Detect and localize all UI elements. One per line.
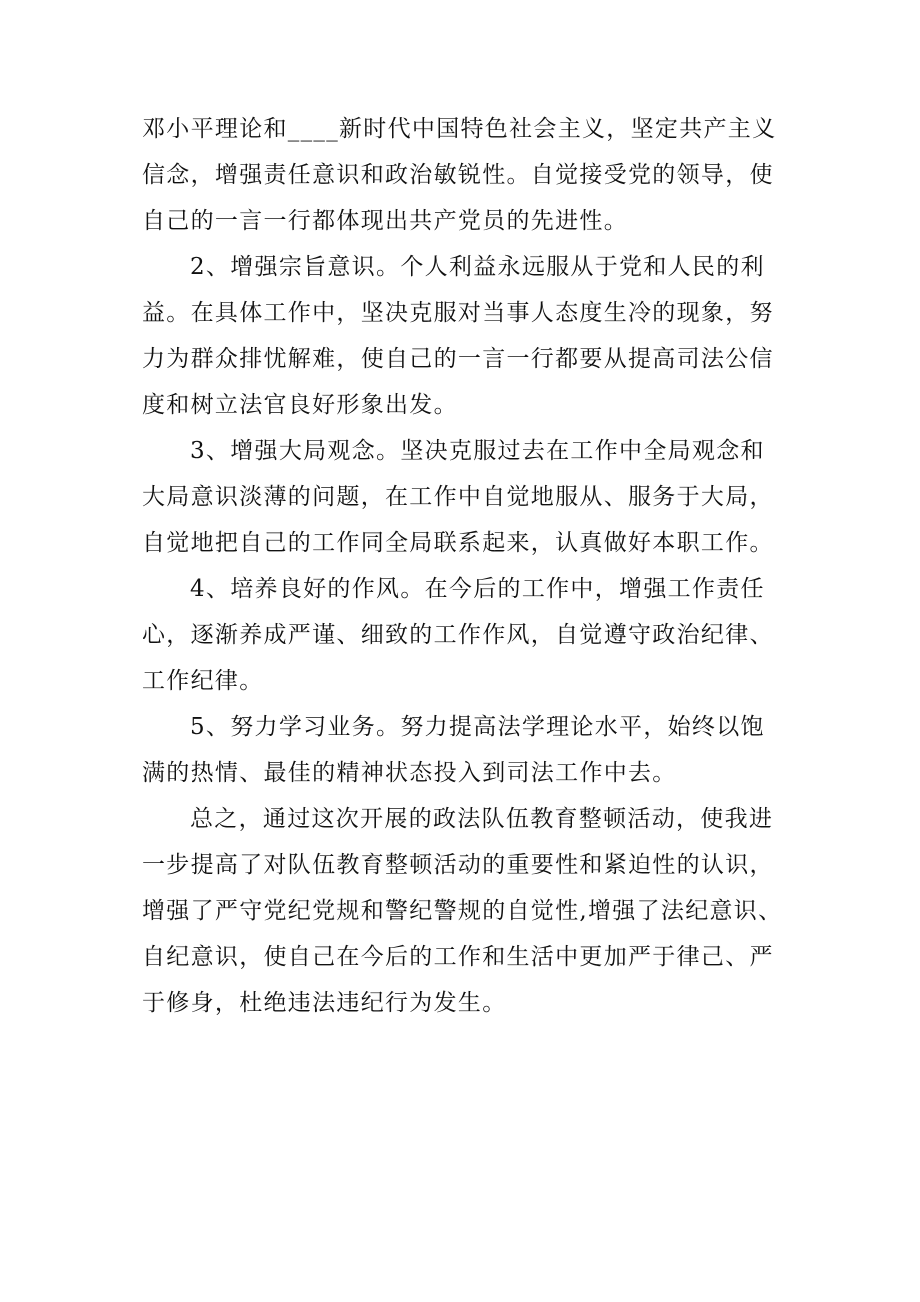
text-line: 总之，通过这次开展的政法队伍教育整顿活动，使我进 xyxy=(190,806,774,832)
text-line: 5、努力学习业务。努力提高法学理论水平，始终以饱 xyxy=(190,714,765,740)
text-line: 2、增强宗旨意识。个人利益永远服从于党和人民的利 xyxy=(190,254,765,280)
document-body xyxy=(142,106,782,1026)
paragraph-item-2 xyxy=(142,244,782,428)
text-line: 心，逐渐养成严谨、细致的工作作风，自觉遵守政治纪律、 xyxy=(142,622,774,648)
text-line: 4、培养良好的作风。在今后的工作中，增强工作责任 xyxy=(190,576,765,602)
paragraph-item-4 xyxy=(142,566,782,704)
text-line: 于修身，杜绝违法违纪行为发生。 xyxy=(142,990,507,1016)
paragraph-item-5 xyxy=(142,704,782,796)
paragraph-continuation xyxy=(142,106,782,244)
text-line: 信念，增强责任意识和政治敏锐性。自觉接受党的领导，使 xyxy=(142,162,774,188)
text-line: 自觉地把自己的工作同全局联系起来，认真做好本职工作。 xyxy=(142,530,774,556)
text-line: 增强了严守党纪党规和警纪警规的自觉性,增强了法纪意识、 xyxy=(142,898,783,924)
text-line: 自纪意识，使自己在今后的工作和生活中更加严于律己、严 xyxy=(142,944,774,970)
text-line: 邓小平理论和____新时代中国特色社会主义，坚定共产主义 xyxy=(142,116,777,142)
paragraph-item-3 xyxy=(142,428,782,566)
text-line: 大局意识淡薄的问题，在工作中自觉地服从、服务于大局， xyxy=(142,484,774,510)
text-line: 3、增强大局观念。坚决克服过去在工作中全局观念和 xyxy=(190,438,765,464)
text-line: 力为群众排忧解难，使自己的一言一行都要从提高司法公信 xyxy=(142,346,774,372)
text-line: 工作纪律。 xyxy=(142,668,264,694)
text-line: 满的热情、最佳的精神状态投入到司法工作中去。 xyxy=(142,760,677,786)
text-line: 自己的一言一行都体现出共产党员的先进性。 xyxy=(142,208,628,234)
text-line: 度和树立法官良好形象出发。 xyxy=(142,392,458,418)
paragraph-conclusion xyxy=(142,796,782,1026)
text-line: 一步提高了对队伍教育整顿活动的重要性和紧迫性的认识， xyxy=(142,852,774,878)
text-line: 益。在具体工作中，坚决克服对当事人态度生冷的现象，努 xyxy=(142,300,774,326)
